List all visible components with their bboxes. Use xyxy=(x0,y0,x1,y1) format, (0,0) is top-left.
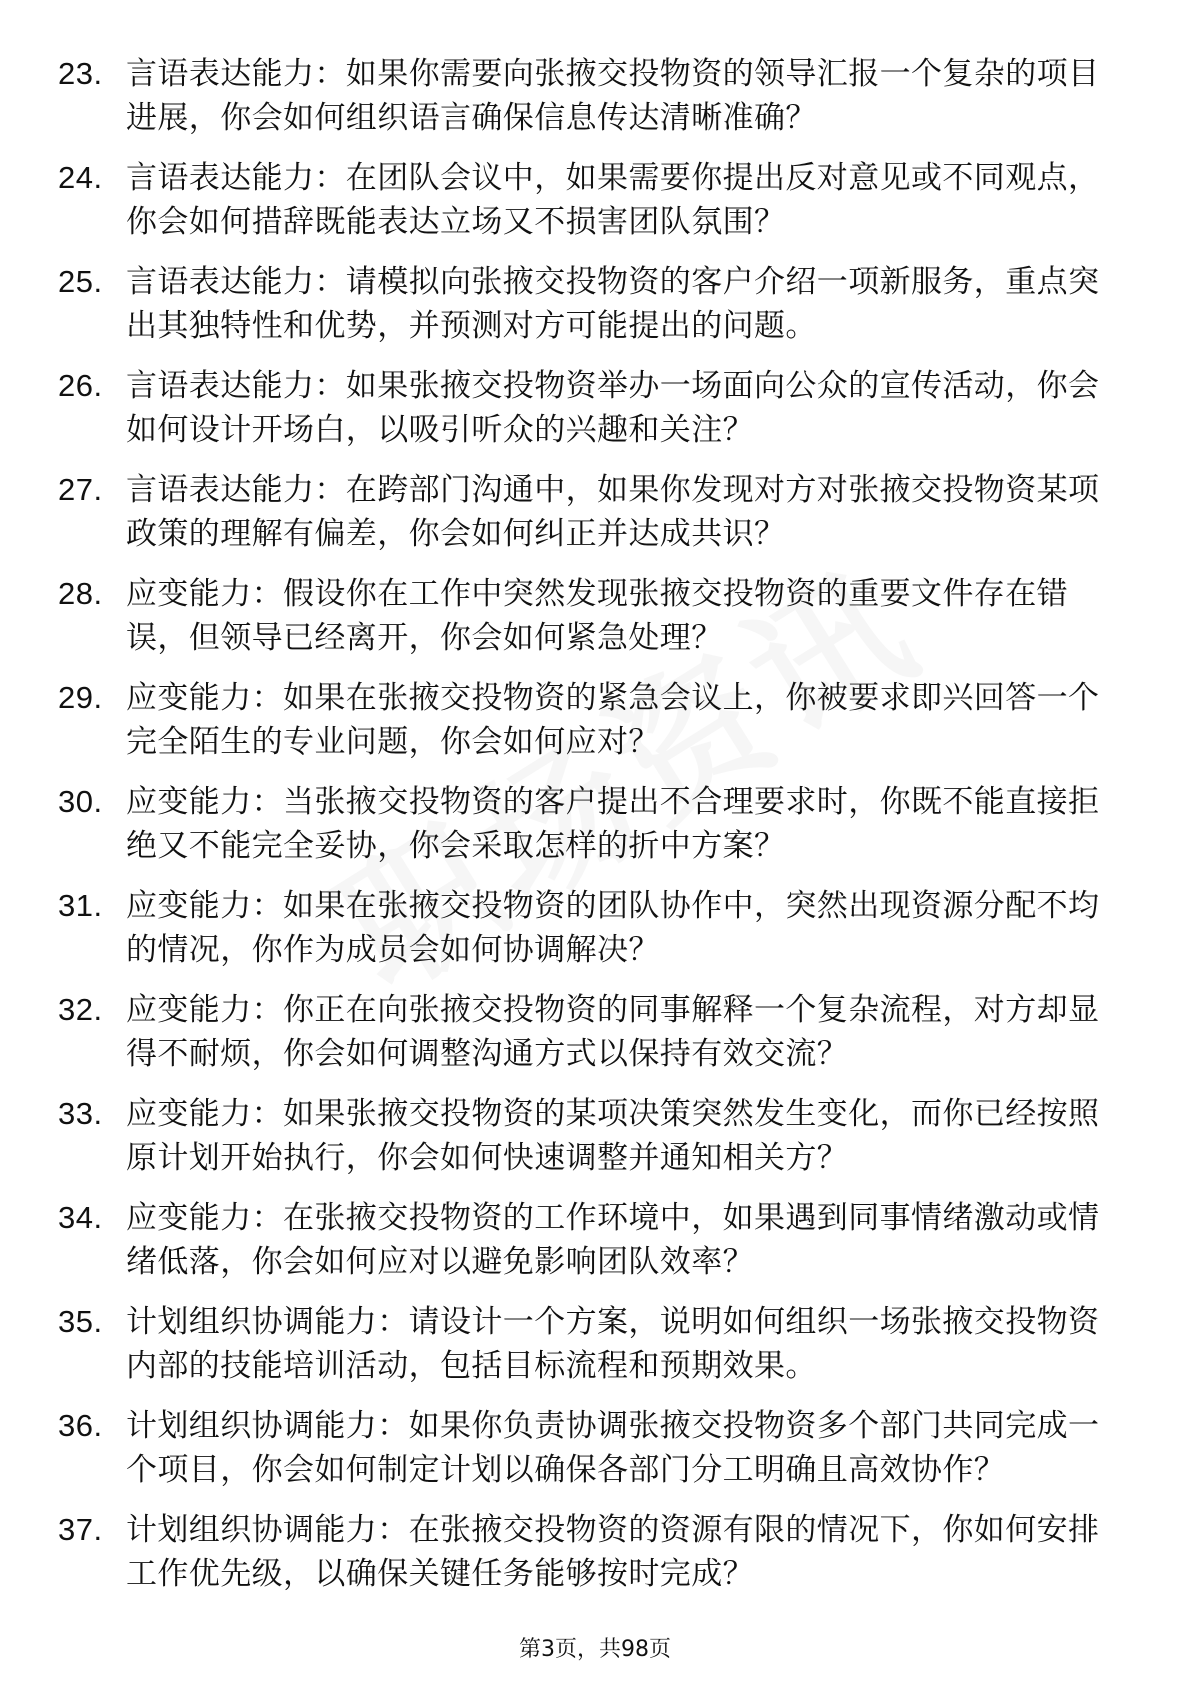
question-text: 言语表达能力：在跨部门沟通中，如果你发现对方对张掖交投物资某项政策的理解有偏差，你会如何纠正并达成共识？ xyxy=(126,472,1100,552)
page-footer xyxy=(0,1636,1190,1664)
question-text: 应变能力：如果张掖交投物资的某项决策突然发生变化，而你已经按照原计划开始执行，你会如何快速调整并通知相关方？ xyxy=(126,1096,1100,1176)
question-text: 应变能力：当张掖交投物资的客户提出不合理要求时，你既不能直接拒绝又不能完全妥协，你会采取怎样的折中方案？ xyxy=(126,784,1100,864)
page-number: 第3页，共98页 xyxy=(519,1637,671,1662)
question-item xyxy=(58,780,1108,868)
question-item xyxy=(58,572,1108,660)
question-item xyxy=(58,988,1108,1076)
question-item xyxy=(58,1404,1108,1492)
question-number: 34. xyxy=(58,1200,103,1235)
question-number: 37. xyxy=(58,1512,103,1547)
question-item xyxy=(58,1508,1108,1596)
question-number: 27. xyxy=(58,472,103,507)
question-item xyxy=(58,1196,1108,1284)
question-text: 言语表达能力：在团队会议中，如果需要你提出反对意见或不同观点，你会如何措辞既能表达立场又不损害团队氛围？ xyxy=(126,160,1100,240)
question-text: 言语表达能力：请模拟向张掖交投物资的客户介绍一项新服务，重点突出其独特性和优势，并预测对方可能提出的问题。 xyxy=(126,264,1100,344)
question-item xyxy=(58,1300,1108,1388)
question-text: 应变能力：如果在张掖交投物资的团队协作中，突然出现资源分配不均的情况，你作为成员会如何协调解决？ xyxy=(126,888,1100,968)
question-number: 29. xyxy=(58,680,103,715)
question-text: 应变能力：假设你在工作中突然发现张掖交投物资的重要文件存在错误，但领导已经离开，你会如何紧急处理？ xyxy=(126,576,1068,656)
question-number: 35. xyxy=(58,1304,103,1339)
question-number: 31. xyxy=(58,888,103,923)
question-item xyxy=(58,1092,1108,1180)
question-item xyxy=(58,676,1108,764)
question-item xyxy=(58,364,1108,452)
question-item xyxy=(58,260,1108,348)
question-number: 33. xyxy=(58,1096,103,1131)
question-number: 30. xyxy=(58,784,103,819)
question-text: 言语表达能力：如果张掖交投物资举办一场面向公众的宣传活动，你会如何设计开场白，以吸引听众的兴趣和关注？ xyxy=(126,368,1100,448)
question-item xyxy=(58,468,1108,556)
question-list xyxy=(58,52,1108,1612)
question-text: 计划组织协调能力：如果你负责协调张掖交投物资多个部门共同完成一个项目，你会如何制定计划以确保各部门分工明确且高效协作？ xyxy=(126,1408,1100,1488)
question-text: 计划组织协调能力：在张掖交投物资的资源有限的情况下，你如何安排工作优先级，以确保关键任务能够按时完成？ xyxy=(126,1512,1100,1592)
question-text: 应变能力：如果在张掖交投物资的紧急会议上，你被要求即兴回答一个完全陌生的专业问题，你会如何应对？ xyxy=(126,680,1100,760)
question-number: 36. xyxy=(58,1408,103,1443)
question-number: 32. xyxy=(58,992,103,1027)
question-number: 25. xyxy=(58,264,103,299)
question-number: 24. xyxy=(58,160,103,195)
question-text: 言语表达能力：如果你需要向张掖交投物资的领导汇报一个复杂的项目进展，你会如何组织语言确保信息传达清晰准确？ xyxy=(126,56,1100,136)
question-item xyxy=(58,52,1108,140)
question-text: 计划组织协调能力：请设计一个方案，说明如何组织一场张掖交投物资内部的技能培训活动，包括目标流程和预期效果。 xyxy=(126,1304,1100,1384)
question-item xyxy=(58,884,1108,972)
question-number: 26. xyxy=(58,368,103,403)
question-number: 23. xyxy=(58,56,103,91)
question-text: 应变能力：在张掖交投物资的工作环境中，如果遇到同事情绪激动或情绪低落，你会如何应对以避免影响团队效率？ xyxy=(126,1200,1100,1280)
question-number: 28. xyxy=(58,576,103,611)
question-item xyxy=(58,156,1108,244)
question-text: 应变能力：你正在向张掖交投物资的同事解释一个复杂流程，对方却显得不耐烦，你会如何调整沟通方式以保持有效交流？ xyxy=(126,992,1100,1072)
